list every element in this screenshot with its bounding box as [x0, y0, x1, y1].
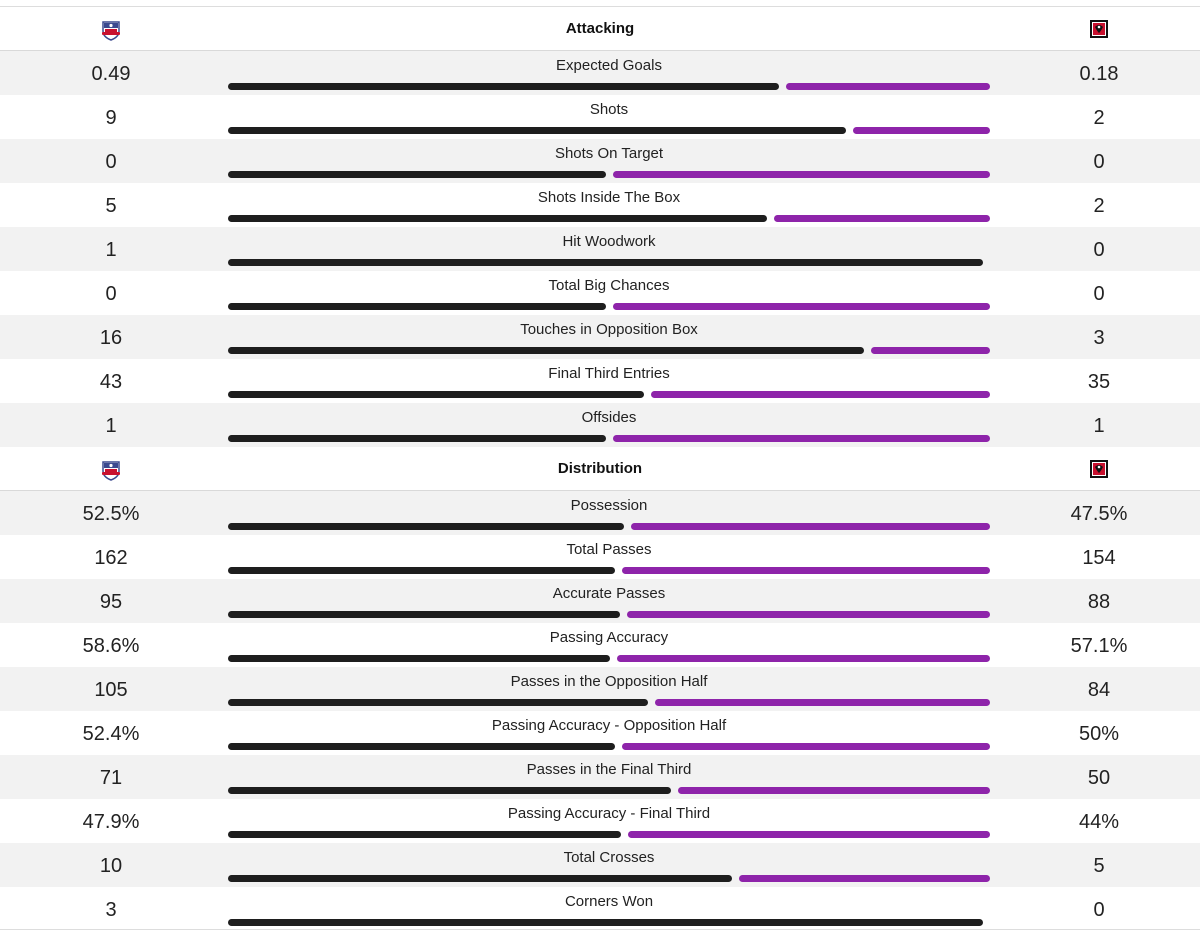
- stat-row: [0, 799, 1200, 843]
- away-bar: [613, 435, 990, 442]
- stat-row: [0, 95, 1200, 139]
- home-value: 95: [99, 591, 123, 613]
- home-bar: [228, 523, 624, 530]
- home-bar: [228, 127, 846, 134]
- away-value: 50%: [1078, 723, 1120, 745]
- stat-row: [0, 227, 1200, 271]
- section-title: Attacking: [565, 20, 635, 37]
- stat-row: [0, 887, 1200, 931]
- stat-row: [0, 843, 1200, 887]
- away-bar: [651, 391, 990, 398]
- home-value: 52.4%: [82, 723, 140, 745]
- home-bar: [228, 83, 779, 90]
- home-value: 52.5%: [82, 503, 140, 525]
- away-value: 0: [1093, 239, 1105, 261]
- away-bar: [739, 875, 990, 882]
- stat-row: [0, 271, 1200, 315]
- stat-label: Expected Goals: [556, 57, 662, 74]
- home-value: 0: [105, 151, 117, 173]
- away-value: 35: [1087, 371, 1111, 393]
- stat-label: Final Third Entries: [548, 365, 670, 382]
- away-bar: [628, 831, 990, 838]
- home-bar: [228, 787, 671, 794]
- away-bar: [853, 127, 990, 134]
- away-bar: [678, 787, 990, 794]
- away-bar: [622, 567, 990, 574]
- stat-label: Hit Woodwork: [562, 233, 656, 250]
- home-bar: [228, 347, 864, 354]
- stat-label: Corners Won: [564, 893, 654, 910]
- stat-row: [0, 667, 1200, 711]
- home-value: 71: [99, 767, 123, 789]
- stat-label: Total Big Chances: [548, 277, 670, 294]
- home-value: 1: [105, 239, 117, 261]
- away-bar: [871, 347, 990, 354]
- stat-row: [0, 315, 1200, 359]
- stat-row: [0, 535, 1200, 579]
- home-team-crest-icon: [99, 17, 123, 41]
- home-bar: [228, 259, 983, 266]
- home-value: 3: [105, 899, 117, 921]
- stat-row: [0, 491, 1200, 535]
- stat-label: Shots On Target: [554, 145, 664, 162]
- stat-label: Passing Accuracy - Final Third: [507, 805, 711, 822]
- home-bar: [228, 875, 732, 882]
- section-header: [0, 7, 1200, 51]
- away-team-crest-icon: [1087, 457, 1111, 481]
- home-bar: [228, 171, 606, 178]
- home-bar: [228, 743, 615, 750]
- home-value: 5: [105, 195, 117, 217]
- stat-label: Shots Inside The Box: [537, 189, 681, 206]
- away-value: 1: [1093, 415, 1105, 437]
- away-value: 0: [1093, 899, 1105, 921]
- home-value: 16: [99, 327, 123, 349]
- stat-row: [0, 755, 1200, 799]
- stat-row: [0, 183, 1200, 227]
- away-bar: [622, 743, 990, 750]
- away-value: 3: [1093, 327, 1105, 349]
- stat-row: [0, 711, 1200, 755]
- stat-label: Possession: [570, 497, 648, 514]
- away-team-crest-icon: [1087, 17, 1111, 41]
- stat-row: [0, 623, 1200, 667]
- home-value: 162: [94, 547, 128, 569]
- home-bar: [228, 391, 644, 398]
- away-bar: [655, 699, 990, 706]
- home-bar: [228, 435, 606, 442]
- stat-label: Passing Accuracy: [549, 629, 669, 646]
- home-bar: [228, 699, 648, 706]
- home-value: 58.6%: [82, 635, 140, 657]
- stat-label: Offsides: [581, 409, 637, 426]
- stat-row: [0, 579, 1200, 623]
- stat-label: Total Crosses: [563, 849, 655, 866]
- away-bar: [786, 83, 990, 90]
- home-bar: [228, 567, 615, 574]
- away-value: 88: [1087, 591, 1111, 613]
- home-value: 0: [105, 283, 117, 305]
- away-value: 5: [1093, 855, 1105, 877]
- stat-label: Shots: [589, 101, 629, 118]
- home-value: 10: [99, 855, 123, 877]
- stat-label: Touches in Opposition Box: [520, 321, 698, 338]
- away-bar: [613, 303, 990, 310]
- home-value: 1: [105, 415, 117, 437]
- section-header: [0, 447, 1200, 491]
- away-value: 2: [1093, 195, 1105, 217]
- away-value: 47.5%: [1070, 503, 1128, 525]
- stat-row: [0, 51, 1200, 95]
- away-value: 0.18: [1079, 63, 1119, 85]
- home-value: 0.49: [91, 63, 131, 85]
- away-value: 154: [1082, 547, 1116, 569]
- stat-label: Total Passes: [566, 541, 652, 558]
- stat-row: [0, 359, 1200, 403]
- stat-label: Passes in the Final Third: [526, 761, 692, 778]
- section-title: Distribution: [557, 460, 643, 477]
- away-bar: [613, 171, 990, 178]
- away-value: 50: [1087, 767, 1111, 789]
- home-bar: [228, 215, 767, 222]
- stat-row: [0, 403, 1200, 447]
- home-bar: [228, 919, 983, 926]
- away-bar: [627, 611, 990, 618]
- home-bar: [228, 303, 606, 310]
- home-bar: [228, 611, 620, 618]
- stat-label: Accurate Passes: [552, 585, 666, 602]
- away-value: 44%: [1078, 811, 1120, 833]
- away-bar: [617, 655, 990, 662]
- away-value: 84: [1087, 679, 1111, 701]
- stat-label: Passes in the Opposition Half: [510, 673, 708, 690]
- home-bar: [228, 655, 610, 662]
- away-bar: [631, 523, 990, 530]
- away-value: 0: [1093, 151, 1105, 173]
- home-team-crest-icon: [99, 457, 123, 481]
- stat-row: [0, 139, 1200, 183]
- away-value: 2: [1093, 107, 1105, 129]
- away-value: 0: [1093, 283, 1105, 305]
- home-bar: [228, 831, 621, 838]
- stat-label: Passing Accuracy - Opposition Half: [491, 717, 727, 734]
- home-value: 105: [94, 679, 128, 701]
- home-value: 47.9%: [82, 811, 140, 833]
- away-bar: [774, 215, 990, 222]
- home-value: 43: [99, 371, 123, 393]
- home-value: 9: [105, 107, 117, 129]
- away-value: 57.1%: [1070, 635, 1128, 657]
